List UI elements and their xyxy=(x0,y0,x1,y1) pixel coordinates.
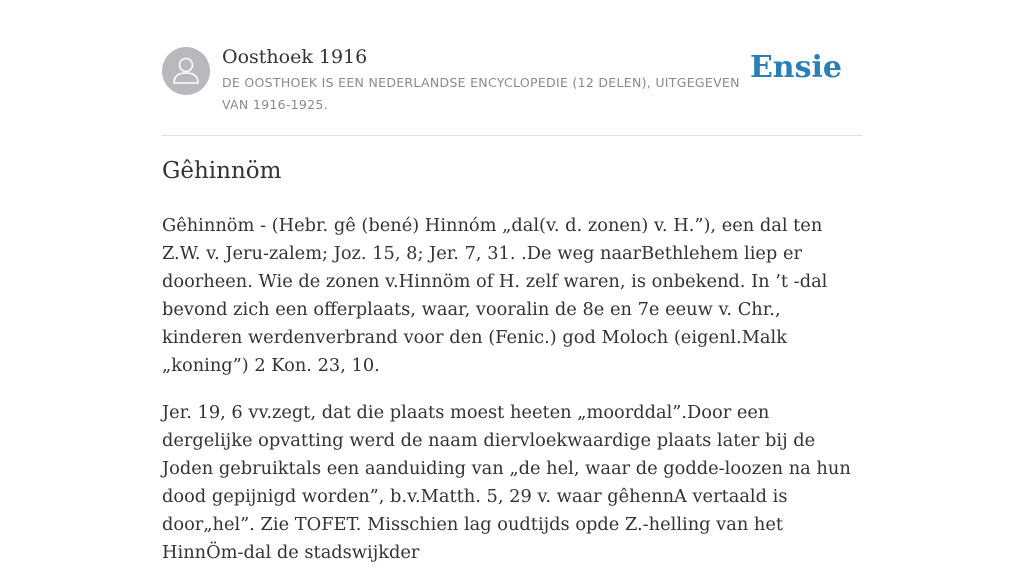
article-paragraph: Jer. 19, 6 vv.zegt, dat die plaats moest heeten „moorddal”.Door een dergelijke opvatting werd de naam diervloekwaardige plaats later bij de Joden gebruiktals een aanduiding van „de hel, waar de godde-loozen na hun dood gepijnigd worden”, b.v.Matth. 5, 29 v. waar gêhennA vertaald is door„hel”. Zie TOFET. Misschien lag oudtijds opde Z.-helling van het HinnÖm-dal de stadswijkder xyxy=(162,402,851,563)
source-title[interactable]: Oosthoek 1916 xyxy=(222,46,368,68)
article-paragraph: Gêhinnöm - (Hebr. gê (bené) Hinnóm „dal(v. d. zonen) v. H.”), een dal ten Z.W. v. Jeru-zalem; Joz. 15, 8; Jer. 7, 31. .De weg naarBethlehem liep er doorheen. Wie de zonen v.Hinnöm of H. zelf waren, is onbekend. In ’t -dal bevond zich een offerplaats, waar, vooralin de 8e en 7e eeuw v. Chr., kinderen werdenverbrand voor den (Fenic.) god Moloch (eigenl.Malk „koning”) 2 Kon. 23, 10. xyxy=(162,215,828,376)
article-title: Gêhinnöm xyxy=(162,158,282,184)
source-description: DE OOSTHOEK IS EEN NEDERLANDSE ENCYCLOPEDIE (12 DELEN), UITGEGEVEN VAN 1916-1925. xyxy=(222,75,740,112)
page-container xyxy=(162,0,862,563)
article-body xyxy=(162,212,862,586)
source-avatar[interactable] xyxy=(162,47,210,95)
ensie-logo[interactable]: Ensie xyxy=(749,50,842,85)
source-header xyxy=(162,0,862,136)
user-icon xyxy=(162,47,210,95)
